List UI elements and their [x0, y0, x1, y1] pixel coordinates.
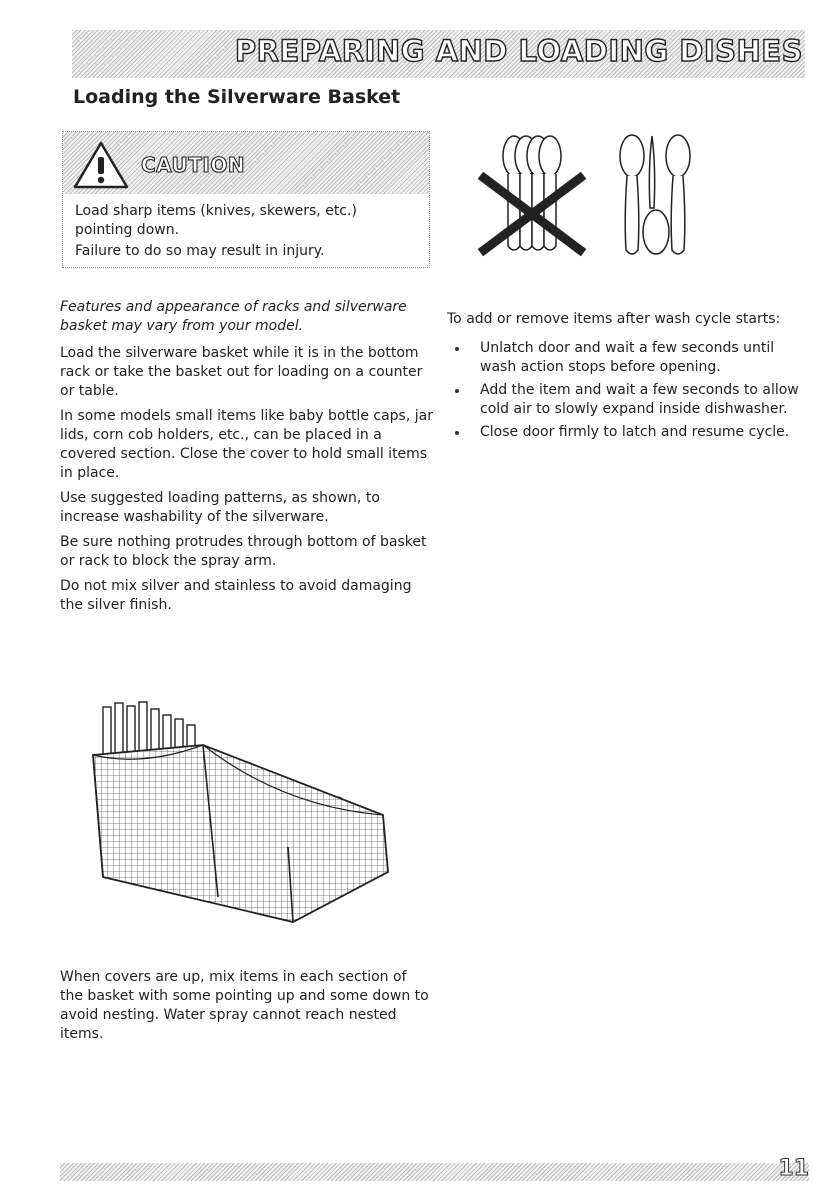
section-title: Loading the Silverware Basket	[73, 86, 401, 108]
bullet-icon	[455, 389, 459, 393]
caution-warning-text: Failure to do so may result in injury.	[75, 243, 325, 259]
list-item-text: Unlatch door and wait a few seconds until wash action stops before opening.	[480, 340, 775, 375]
paragraph: In some models small items like baby bottle caps, jar lids, corn cob holders, etc., can be placed in a covered section. Close the cover to hold small items in place.	[60, 408, 433, 481]
list-item	[447, 423, 809, 442]
model-variation-note: Features and appearance of racks and silverware basket may vary from your model.	[60, 299, 407, 334]
caution-text: Load sharp items (knives, skewers, etc.) pointing down.	[75, 203, 357, 238]
bullet-icon	[455, 347, 459, 351]
silverware-basket-illustration	[83, 697, 398, 929]
list-item	[447, 381, 809, 419]
list-item-text: Add the item and wait a few seconds to allow cold air to slowly expand inside dishwasher.	[480, 382, 799, 417]
list-item	[447, 339, 809, 377]
paragraph: Do not mix silver and stainless to avoid damaging the silver finish.	[60, 578, 412, 613]
left-column	[60, 298, 438, 621]
instruction-list	[447, 339, 809, 442]
bullet-icon	[455, 431, 459, 435]
warning-triangle-icon	[73, 140, 129, 190]
right-column	[447, 310, 809, 446]
cutlery-loading-figure	[472, 128, 722, 260]
page-header-title: PREPARING AND LOADING DISHES	[234, 34, 803, 68]
right-intro: To add or remove items after wash cycle starts:	[447, 311, 781, 327]
caution-label: CAUTION	[141, 153, 246, 177]
mixed-spoons-icon	[620, 135, 690, 254]
nested-spoons-crossed-icon	[484, 136, 580, 250]
paragraph: Be sure nothing protrudes through bottom of basket or rack to block the spray arm.	[60, 534, 427, 569]
page-number: 11	[778, 1156, 809, 1181]
caution-header	[63, 132, 429, 194]
caution-box	[62, 131, 430, 268]
header-band	[72, 30, 805, 78]
list-item-text: Close door firmly to latch and resume cycle.	[480, 424, 790, 440]
paragraph: Use suggested loading patterns, as shown, to increase washability of the silverware.	[60, 490, 380, 525]
nesting-instructions: When covers are up, mix items in each section of the basket with some pointing up and some down to avoid nesting. Water spray cannot reach nested items.	[60, 969, 429, 1042]
footer-band	[60, 1163, 809, 1181]
paragraph: Load the silverware basket while it is in the bottom rack or take the basket out for loading on a counter or table.	[60, 345, 423, 399]
